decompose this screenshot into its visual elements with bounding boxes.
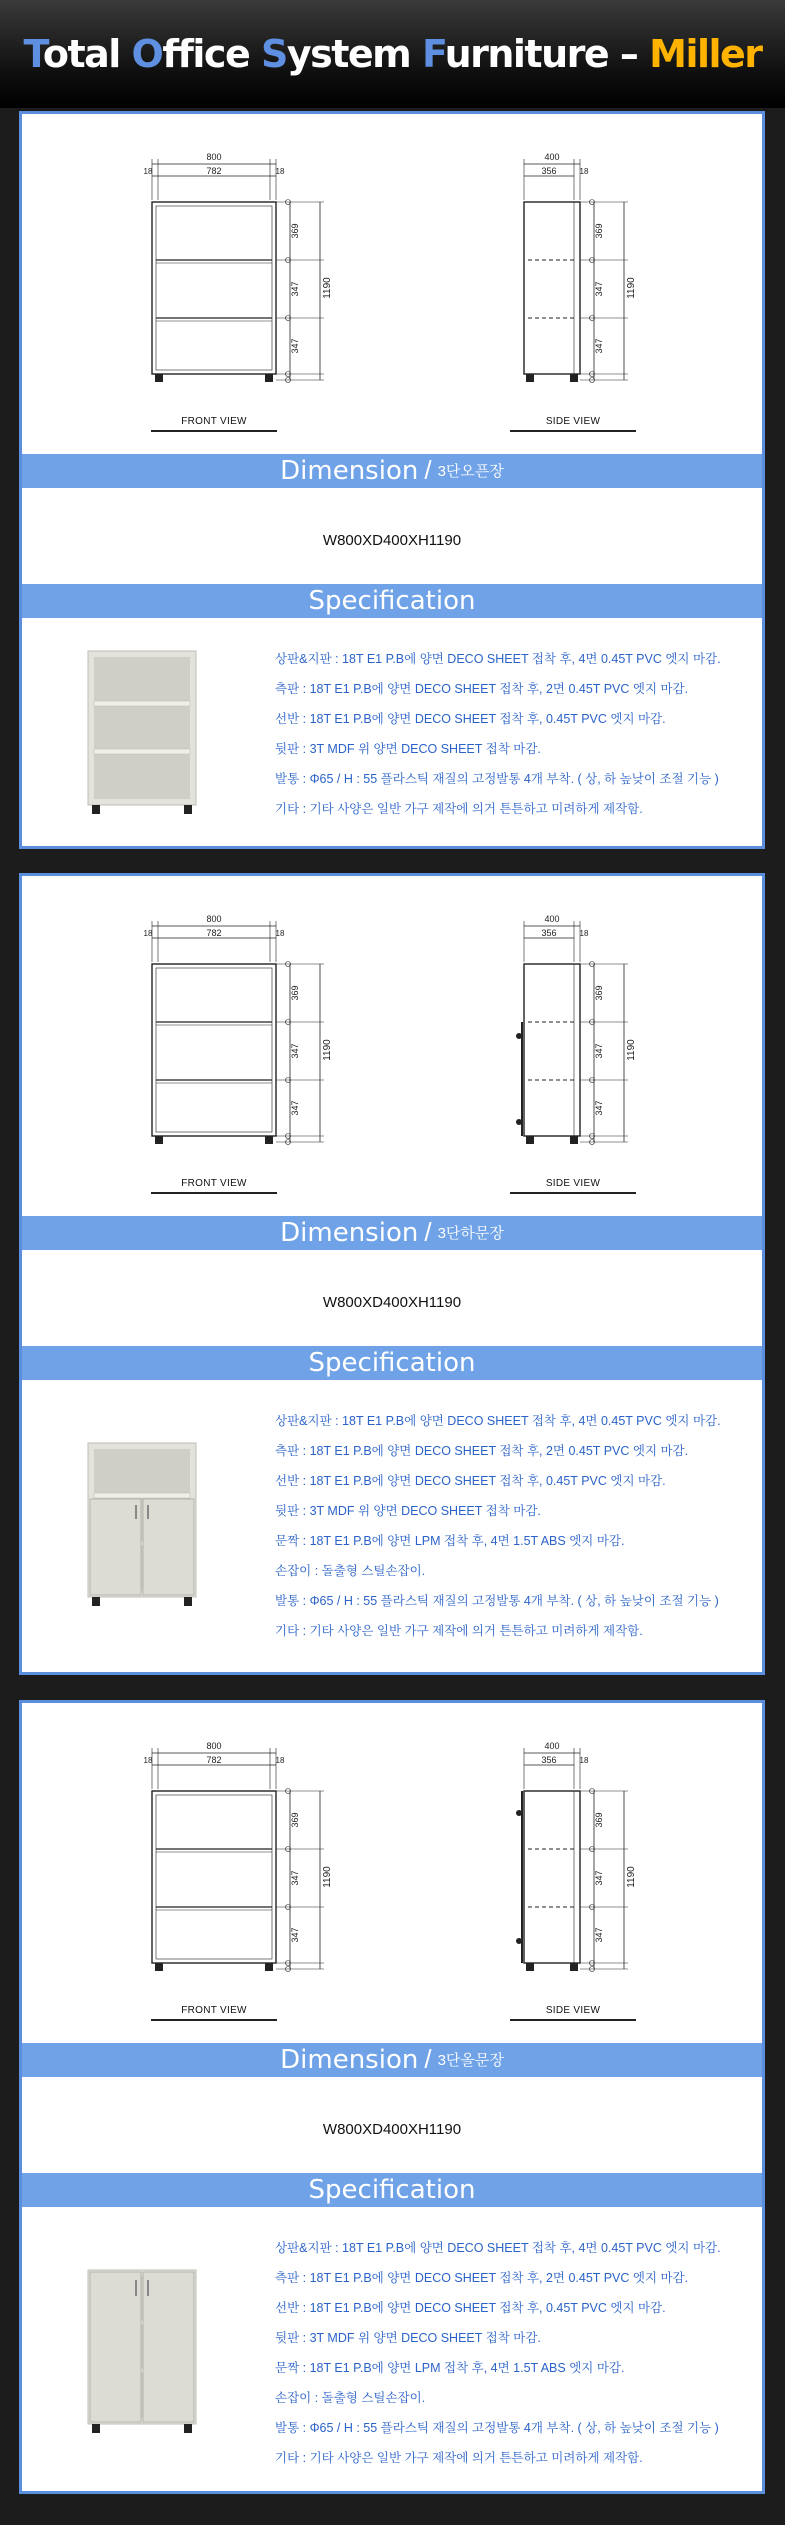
front-foot [155, 1136, 163, 1144]
side-thickness-label: 18 [275, 1756, 285, 1765]
width-inner-label: 782 [206, 166, 222, 176]
height-3-label: 347 [290, 1100, 300, 1116]
technical-drawing [22, 114, 762, 450]
product-panel [19, 111, 765, 849]
cabinet-foot [184, 805, 192, 814]
width-inner-label: 782 [206, 928, 222, 938]
side-view-underline [510, 1192, 636, 1194]
front-body [152, 964, 276, 1136]
spec-item: 기타 : 기타 사양은 일반 가구 제작에 의거 튼튼하고 미려하게 제작함. [275, 1624, 643, 1638]
dimension-title: Dimension [280, 456, 419, 486]
spec-item: 기타 : 기타 사양은 일반 가구 제작에 의거 튼튼하고 미려하게 제작함. [275, 802, 643, 816]
height-1-label: 369 [594, 985, 604, 1001]
front-view-underline [151, 2019, 277, 2021]
dimension-bar [22, 2043, 762, 2077]
product-size: W800XD400XH1190 [322, 1294, 462, 1311]
product-image [84, 1441, 204, 1616]
specification-title: Specification [308, 2175, 476, 2205]
width-total-label: 800 [206, 914, 222, 924]
depth-inner-label: 356 [541, 166, 557, 176]
spec-item: 측판 : 18T E1 P.B에 양면 DECO SHEET 접착 후, 2면 0.45T PVC 엣지 마감. [275, 1444, 689, 1458]
title-part: T [23, 32, 43, 76]
side-foot [526, 1136, 534, 1144]
height-1-label: 369 [594, 223, 604, 239]
height-total-label: 1190 [322, 1039, 333, 1061]
height-1-label: 369 [290, 985, 300, 1001]
side-foot [526, 1963, 534, 1971]
front-view-underline [151, 1192, 277, 1194]
dimension-bar [22, 454, 762, 488]
side-thickness-label: 18 [275, 929, 285, 938]
front-view-label: FRONT VIEW [181, 2005, 247, 2016]
dimension-bar [22, 1216, 762, 1250]
spec-item: 측판 : 18T E1 P.B에 양면 DECO SHEET 접착 후, 2면 0.45T PVC 엣지 마감. [275, 682, 689, 696]
side-thickness-label: 18 [579, 167, 589, 176]
side-thickness-label: 18 [275, 167, 285, 176]
cabinet-shelf [94, 749, 190, 754]
product-image [84, 2268, 204, 2443]
height-3-label: 347 [290, 338, 300, 354]
height-total-label: 1190 [626, 1039, 637, 1061]
spec-item: 상판&지판 : 18T E1 P.B에 양면 DECO SHEET 접착 후, 4면 0.45T PVC 엣지 마감. [275, 1414, 721, 1428]
handle-icon [135, 1505, 137, 1519]
height-1-label: 369 [290, 223, 300, 239]
height-total-label: 1190 [626, 1866, 637, 1888]
side-foot [570, 1963, 578, 1971]
side-thickness-label: 18 [579, 1756, 589, 1765]
height-2-label: 347 [594, 281, 604, 297]
dimension-separator: / [424, 1217, 432, 1247]
height-2-label: 347 [290, 1870, 300, 1886]
product-name: 3단올문장 [437, 2052, 504, 2069]
cabinet-foot [92, 2424, 100, 2433]
cabinet-photo [84, 1441, 204, 1611]
side-body [524, 202, 580, 374]
page-header [0, 0, 785, 108]
product-name: 3단하문장 [437, 1225, 504, 1242]
side-view-label: SIDE VIEW [545, 2005, 601, 2016]
height-1-label: 369 [290, 1812, 300, 1828]
specification-bar [22, 1346, 762, 1380]
side-handle [516, 1810, 522, 1816]
height-1-label: 369 [594, 1812, 604, 1828]
drawing-area [22, 114, 762, 450]
title-part: urniture – [444, 32, 650, 76]
side-thickness-label: 18 [143, 167, 153, 176]
height-total-label: 1190 [322, 1866, 333, 1888]
front-inner [156, 1795, 272, 1959]
side-foot [570, 1136, 578, 1144]
cabinet-foot [184, 2424, 192, 2433]
spec-item: 손잡이 : 돌출형 스틸손잡이. [275, 1564, 426, 1578]
height-3-label: 347 [594, 338, 604, 354]
cabinet-foot [92, 1597, 100, 1606]
spec-item: 손잡이 : 돌출형 스틸손잡이. [275, 2391, 426, 2405]
title-part: S [260, 32, 287, 76]
width-inner-label: 782 [206, 1755, 222, 1765]
specification-title: Specification [308, 1348, 476, 1378]
handle-icon [147, 1505, 149, 1519]
spec-item: 선반 : 18T E1 P.B에 양면 DECO SHEET 접착 후, 0.45T PVC 엣지 마감. [275, 712, 666, 726]
height-2-label: 347 [594, 1043, 604, 1059]
height-2-label: 347 [290, 281, 300, 297]
title-part: Miller [649, 32, 762, 76]
height-total-label: 1190 [322, 277, 333, 299]
side-handle [516, 1938, 522, 1944]
side-body [524, 1791, 580, 1963]
front-body [152, 202, 276, 374]
dimension-separator: / [424, 455, 432, 485]
product-size: W800XD400XH1190 [322, 2121, 462, 2138]
depth-total-label: 400 [544, 1741, 560, 1751]
specification-bar [22, 584, 762, 618]
front-view-label: FRONT VIEW [181, 416, 247, 427]
side-view-label: SIDE VIEW [545, 1178, 601, 1189]
spec-item: 뒷판 : 3T MDF 위 양면 DECO SHEET 접착 마감. [275, 2331, 541, 2345]
product-panel [19, 1700, 765, 2494]
front-view-label: FRONT VIEW [181, 1178, 247, 1189]
height-2-label: 347 [290, 1043, 300, 1059]
front-body [152, 1791, 276, 1963]
side-thickness-label: 18 [579, 929, 589, 938]
spec-item: 기타 : 기타 사양은 일반 가구 제작에 의거 튼튼하고 미려하게 제작함. [275, 2451, 643, 2465]
title-part: otal [42, 32, 132, 76]
height-3-label: 347 [594, 1100, 604, 1116]
side-body [524, 964, 580, 1136]
cabinet-shelf [94, 701, 190, 706]
specification-bar [22, 2173, 762, 2207]
front-foot [155, 374, 163, 382]
spec-list [275, 2233, 721, 2473]
title-part: ystem [286, 32, 422, 76]
side-view-label: SIDE VIEW [545, 416, 601, 427]
spec-item: 뒷판 : 3T MDF 위 양면 DECO SHEET 접착 마감. [275, 1504, 541, 1518]
cabinet-photo [84, 2268, 204, 2438]
height-3-label: 347 [594, 1927, 604, 1943]
spec-item: 발통 : Φ65 / H : 55 플라스틱 재질의 고정발통 4개 부착. ( 상, 하 높낮이 조절 기능 ) [275, 772, 719, 786]
spec-item: 선반 : 18T E1 P.B에 양면 DECO SHEET 접착 후, 0.45T PVC 엣지 마감. [275, 1474, 666, 1488]
cabinet-shelf [94, 1493, 190, 1498]
cabinet-door-left [90, 1499, 141, 1595]
side-view-underline [510, 2019, 636, 2021]
handle-icon [135, 2280, 137, 2296]
spec-item: 문짝 : 18T E1 P.B에 양면 LPM 접착 후, 4면 1.5T ABS 엣지 마감. [275, 1534, 625, 1548]
width-total-label: 800 [206, 152, 222, 162]
height-2-label: 347 [594, 1870, 604, 1886]
spec-item: 뒷판 : 3T MDF 위 양면 DECO SHEET 접착 마감. [275, 742, 541, 756]
side-foot [526, 374, 534, 382]
depth-inner-label: 356 [541, 928, 557, 938]
width-total-label: 800 [206, 1741, 222, 1751]
spec-item: 상판&지판 : 18T E1 P.B에 양면 DECO SHEET 접착 후, 4면 0.45T PVC 엣지 마감. [275, 652, 721, 666]
spec-item: 상판&지판 : 18T E1 P.B에 양면 DECO SHEET 접착 후, 4면 0.45T PVC 엣지 마감. [275, 2241, 721, 2255]
cabinet-door-left [90, 2272, 141, 2422]
spec-list [275, 1406, 721, 1646]
side-thickness-label: 18 [143, 1756, 153, 1765]
height-total-label: 1190 [626, 277, 637, 299]
spec-item: 발통 : Φ65 / H : 55 플라스틱 재질의 고정발통 4개 부착. ( 상, 하 높낮이 조절 기능 ) [275, 2421, 719, 2435]
front-foot [265, 1963, 273, 1971]
drawing-area [22, 876, 762, 1212]
handle-icon [147, 2280, 149, 2296]
title-part: ffice [162, 32, 261, 76]
product-name: 3단오픈장 [437, 463, 504, 480]
specification-title: Specification [308, 586, 476, 616]
front-inner [156, 968, 272, 1132]
side-thickness-label: 18 [143, 929, 153, 938]
product-panel [19, 873, 765, 1675]
cabinet-foot [184, 1597, 192, 1606]
spec-list [275, 644, 721, 824]
drawing-area [22, 1703, 762, 2039]
front-foot [265, 374, 273, 382]
side-foot [570, 374, 578, 382]
side-handle [516, 1033, 522, 1039]
cabinet-foot [92, 805, 100, 814]
spec-item: 측판 : 18T E1 P.B에 양면 DECO SHEET 접착 후, 2면 0.45T PVC 엣지 마감. [275, 2271, 689, 2285]
cabinet-door-right [143, 2272, 194, 2422]
front-foot [265, 1136, 273, 1144]
spec-item: 발통 : Φ65 / H : 55 플라스틱 재질의 고정발통 4개 부착. ( 상, 하 높낮이 조절 기능 ) [275, 1594, 719, 1608]
title-part: F [421, 32, 445, 76]
front-view-underline [151, 430, 277, 432]
dimension-separator: / [424, 2044, 432, 2074]
title-part: O [131, 32, 163, 76]
technical-drawing [22, 1703, 762, 2039]
depth-inner-label: 356 [541, 1755, 557, 1765]
cabinet-photo [84, 649, 204, 819]
cabinet-interior [94, 657, 190, 799]
depth-total-label: 400 [544, 152, 560, 162]
side-view-underline [510, 430, 636, 432]
spec-item: 문짝 : 18T E1 P.B에 양면 LPM 접착 후, 4면 1.5T ABS 엣지 마감. [275, 2361, 625, 2375]
technical-drawing [22, 876, 762, 1212]
spec-item: 선반 : 18T E1 P.B에 양면 DECO SHEET 접착 후, 0.45T PVC 엣지 마감. [275, 2301, 666, 2315]
front-foot [155, 1963, 163, 1971]
product-image [84, 649, 204, 824]
height-3-label: 347 [290, 1927, 300, 1943]
dimension-title: Dimension [280, 2045, 419, 2075]
depth-total-label: 400 [544, 914, 560, 924]
side-handle [516, 1119, 522, 1125]
cabinet-door-right [143, 1499, 194, 1595]
product-size: W800XD400XH1190 [322, 532, 462, 549]
dimension-title: Dimension [280, 1218, 419, 1248]
front-inner [156, 206, 272, 370]
